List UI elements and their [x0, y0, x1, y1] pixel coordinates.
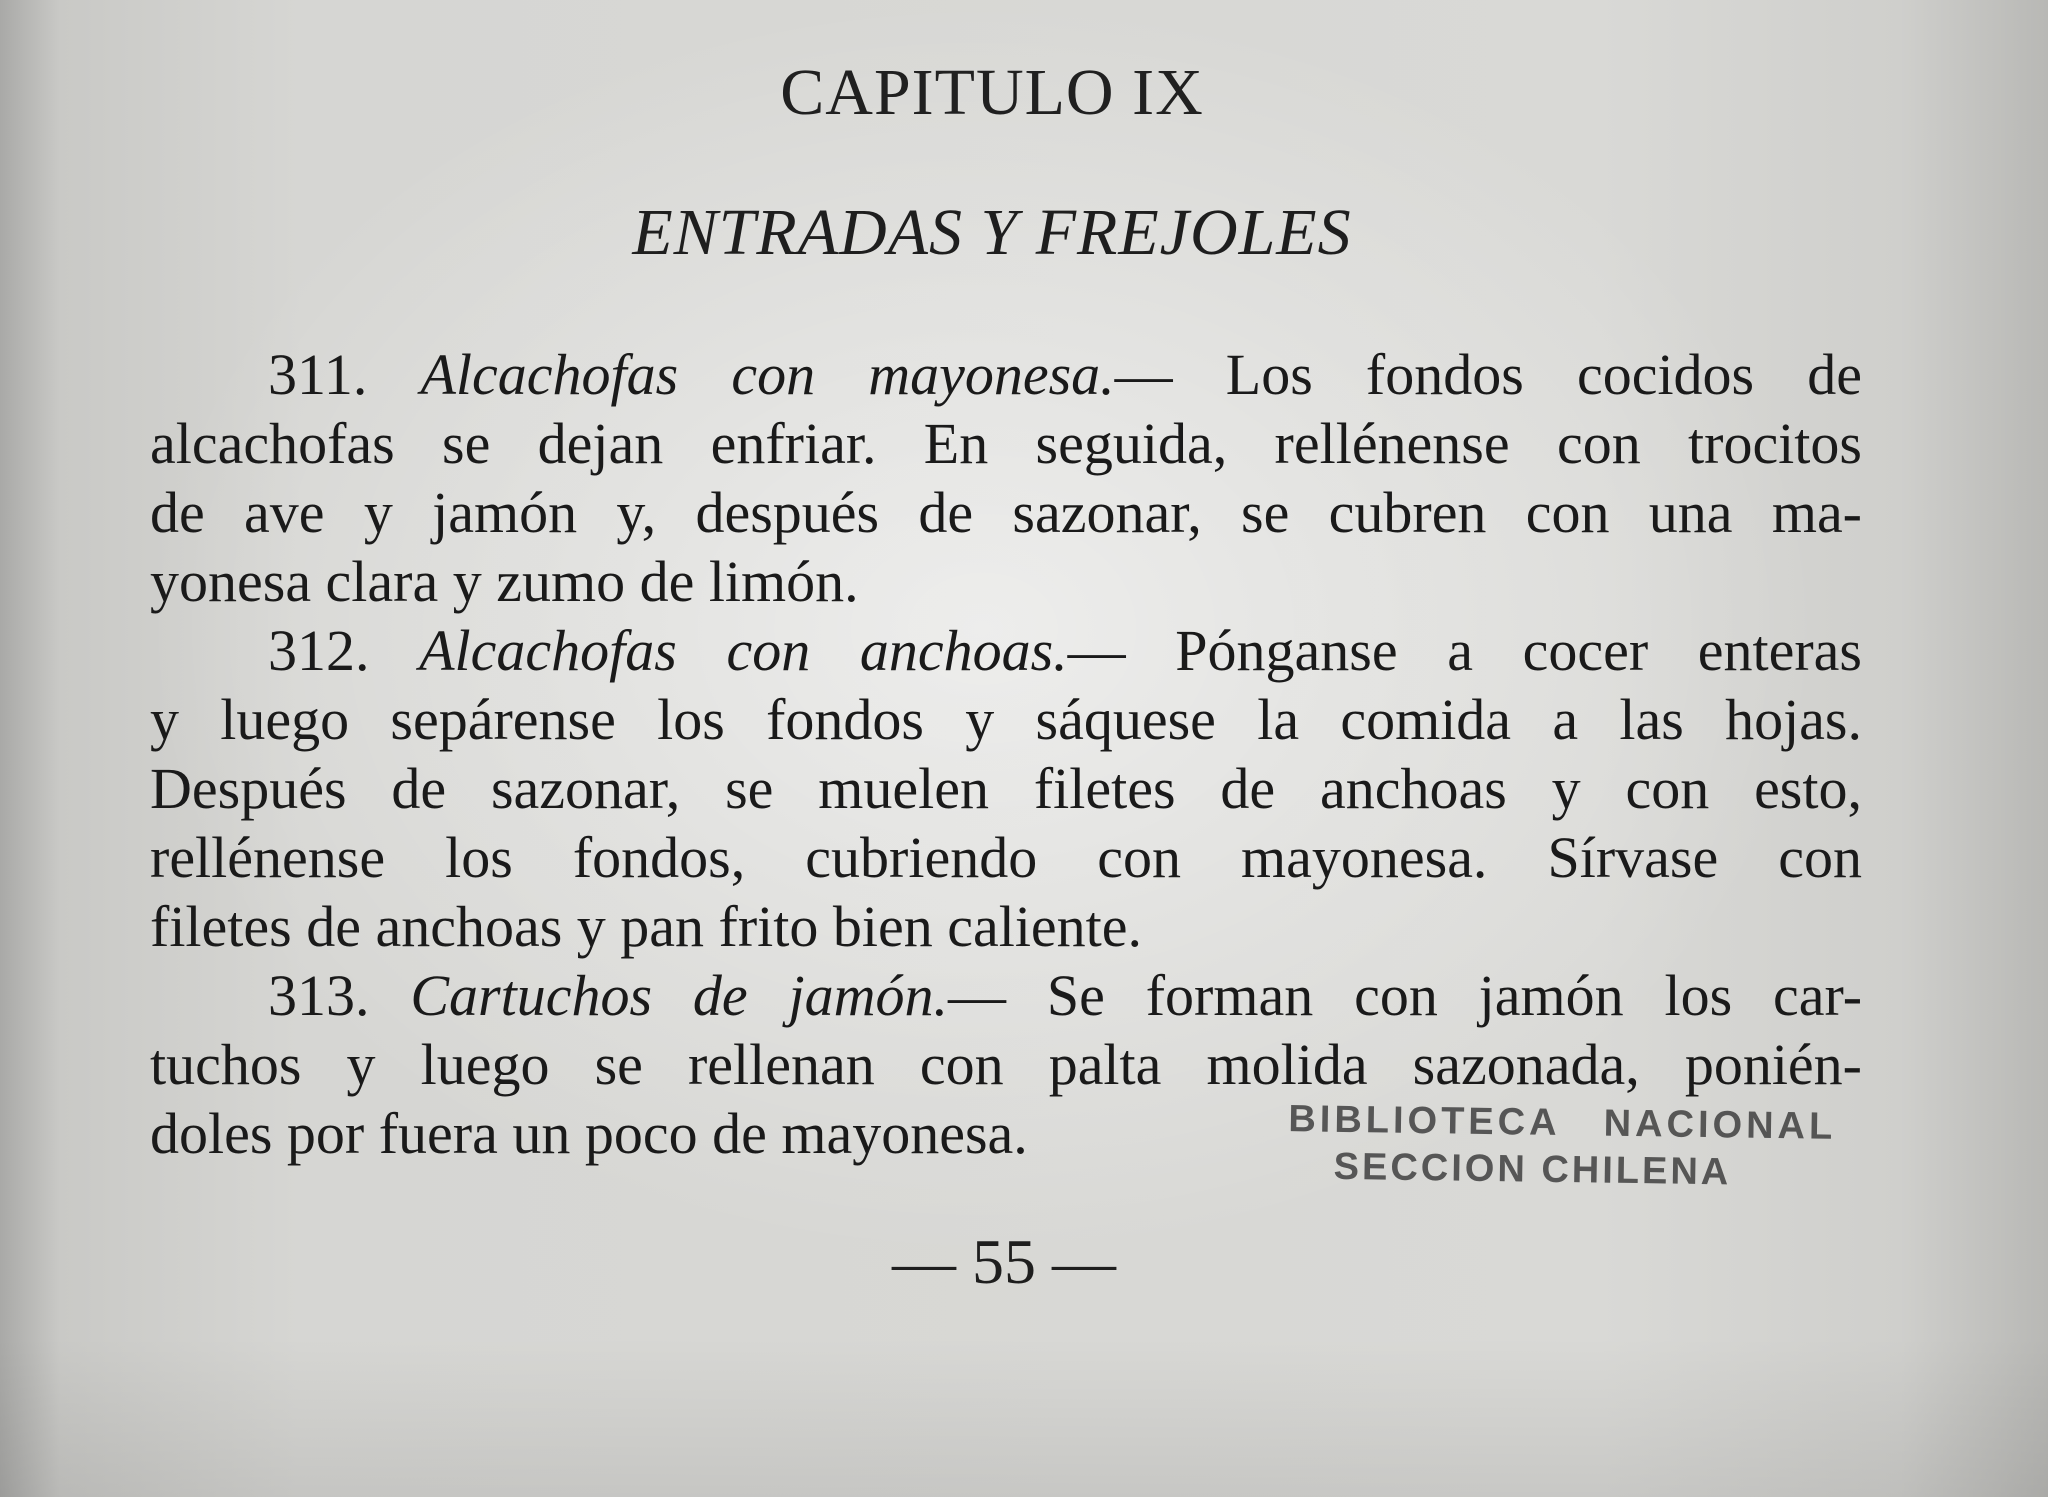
section-heading: ENTRADAS Y FREJOLES: [632, 196, 1352, 269]
stamp-line-2: SECCION CHILENA: [1333, 1145, 1732, 1194]
recipe-312-first-line: [150, 616, 1862, 685]
recipe-text-line: alcachofas se dejan enfriar. En seguida, rellénense con trocitos: [150, 411, 1862, 476]
recipe-text-line: de ave y jamón y, después de sazonar, se cubren con una ma-: [150, 480, 1862, 545]
recipe-text-line: doles por fuera un poco de mayonesa.: [150, 1101, 1028, 1166]
recipe-text: — Se forman con jamón los car-: [948, 963, 1863, 1028]
recipe-text: — Los fondos cocidos de: [1114, 342, 1862, 407]
recipe-text-line: Después de sazonar, se muelen filetes de anchoas y con esto,: [150, 756, 1862, 821]
recipe-title: Cartuchos de jamón.: [410, 963, 949, 1028]
recipe-text-line: rellénense los fondos, cubriendo con mayonesa. Sírvase con: [150, 825, 1862, 890]
library-stamp: [1287, 1098, 1836, 1196]
recipe-311-first-line: [150, 340, 1862, 409]
stamp-line-1: BIBLIOTECA NACIONAL: [1288, 1098, 1837, 1148]
recipe-313-first-line: [150, 961, 1862, 1030]
page-number: — 55 —: [892, 1226, 1116, 1297]
recipe-title: Alcachofas con anchoas.: [419, 618, 1068, 683]
recipe-number: 311.: [268, 342, 368, 407]
recipe-text-line: y luego sepárense los fondos y sáquese la comida a las hojas.: [150, 687, 1862, 752]
recipe-number: 312.: [268, 618, 370, 683]
chapter-heading: CAPITULO IX: [780, 56, 1204, 129]
recipe-number: 313.: [268, 963, 370, 1028]
recipe-title: Alcachofas con mayonesa.: [420, 342, 1115, 407]
recipe-text-line: tuchos y luego se rellenan con palta molida sazonada, ponién-: [150, 1032, 1862, 1097]
recipe-text-block: [150, 340, 1862, 1168]
recipe-text-line: filetes de anchoas y pan frito bien caliente.: [150, 894, 1143, 959]
recipe-text-line: yonesa clara y zumo de limón.: [150, 549, 859, 614]
recipe-text: — Pónganse a cocer enteras: [1067, 618, 1862, 683]
